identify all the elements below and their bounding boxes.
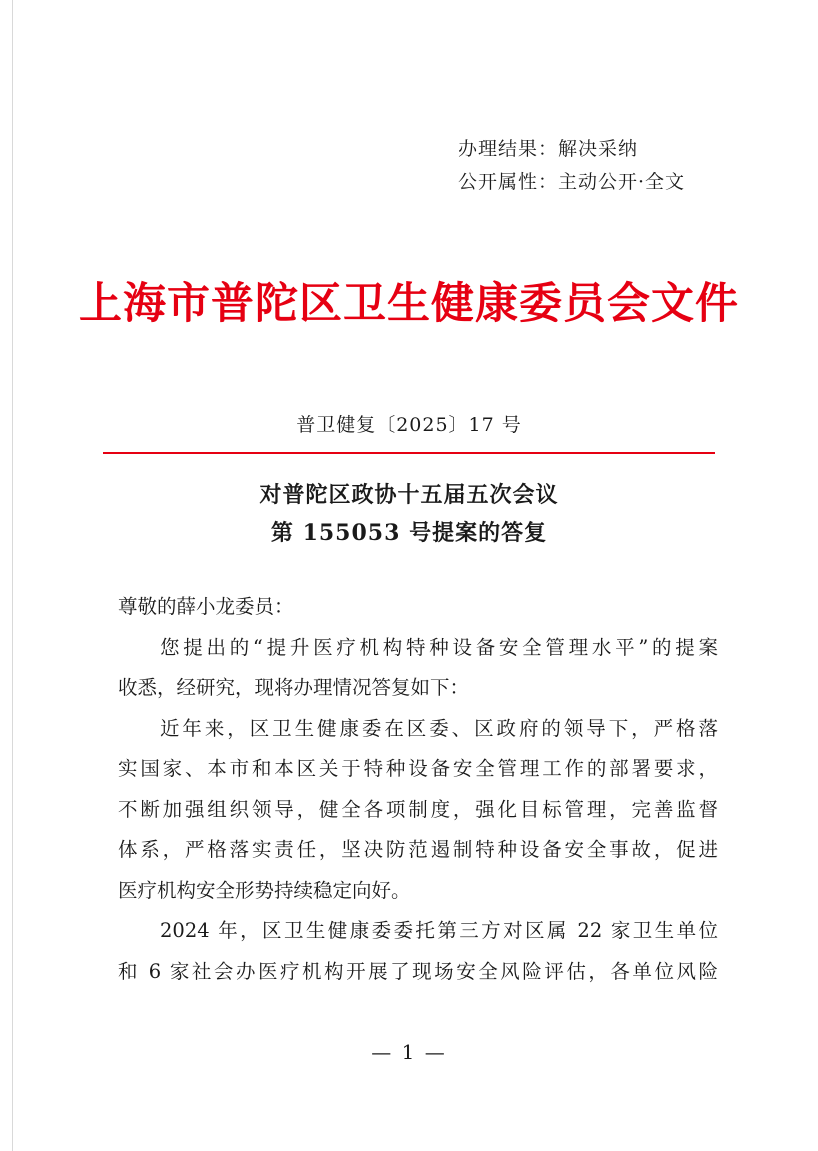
body-line: 实国家、本市和本区关于特种设备安全管理工作的部署要求， — [118, 757, 718, 780]
document-number: 普卫健复〔2025〕17 号 — [296, 414, 522, 436]
body-line: 收悉，经研究，现将办理情况答复如下： — [118, 676, 470, 699]
salutation: 尊敬的薛小龙委员： — [118, 595, 294, 618]
title-line-2: 第 155053 号提案的答复 — [270, 520, 548, 546]
document-title — [0, 476, 818, 552]
title-line-1: 对普陀区政协十五届五次会议 — [259, 482, 559, 508]
disclosure-attribute: 公开属性：主动公开·全文 — [458, 171, 686, 193]
body-line: 近年来，区卫生健康委在区委、区政府的领导下，严格落 — [160, 716, 718, 740]
red-divider — [103, 452, 715, 454]
red-masthead: 上海市普陀区卫生健康委员会文件 — [79, 279, 739, 329]
document-meta — [458, 133, 685, 199]
body-line: 医疗机构安全形势持续稳定向好。 — [118, 878, 411, 902]
body-line: 2024 年，区卫生健康委委托第三方对区属 22 家卫生单位 — [160, 919, 718, 942]
page-number: — 1 — — [371, 1040, 447, 1064]
body-line: 和 6 家社会办医疗机构开展了现场安全风险评估，各单位风险 — [118, 959, 718, 983]
body-line: 不断加强组织领导，健全各项制度，强化目标管理，完善监督 — [118, 797, 718, 821]
body-line: 体系，严格落实责任，坚决防范遏制特种设备安全事故，促进 — [118, 838, 718, 861]
page-edge — [12, 0, 13, 1151]
handling-result: 办理结果：解决采纳 — [458, 138, 639, 160]
body-text — [118, 587, 718, 992]
body-line: 您提出的“提升医疗机构特种设备安全管理水平”的提案 — [160, 635, 718, 659]
